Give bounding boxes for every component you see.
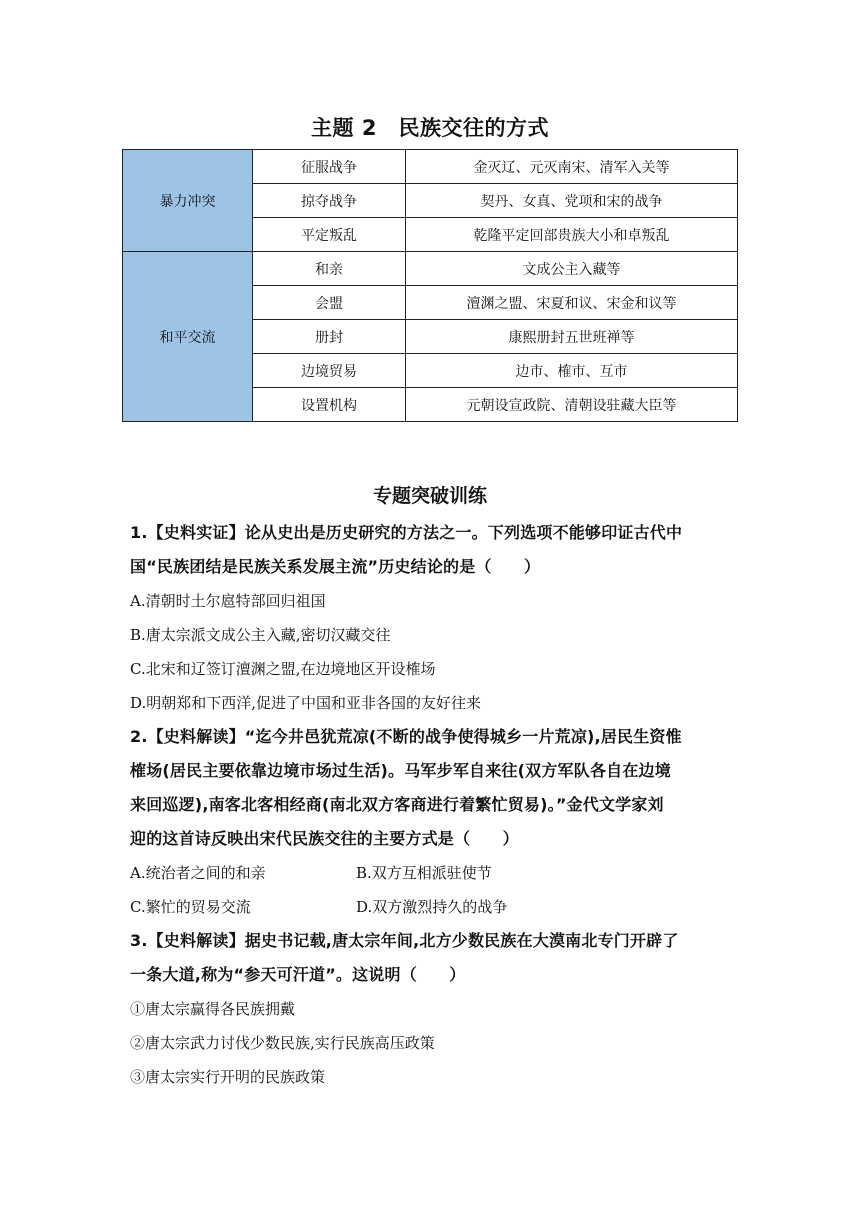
example-cell: 契丹、女真、党项和宋的战争 <box>406 184 738 218</box>
method-cell: 征服战争 <box>253 150 406 184</box>
option-b: B.双方互相派驻使节 <box>356 864 492 882</box>
question-list <box>130 516 735 1094</box>
option-a: A.统治者之间的和亲 <box>130 864 266 882</box>
statement-3: ③唐太宗实行开明的民族政策 <box>130 1068 326 1086</box>
page-title: 主题 2 民族交往的方式 <box>311 116 549 140</box>
method-cell: 边境贸易 <box>253 354 406 388</box>
table-row <box>123 252 738 286</box>
question-stem-line: 榷场(居民主要依靠边境市场过生活)。马军步军自来往(双方军队各自在边境 <box>130 761 671 780</box>
question-3 <box>130 924 735 1094</box>
method-cell: 会盟 <box>253 286 406 320</box>
method-cell: 平定叛乱 <box>253 218 406 252</box>
example-cell: 金灭辽、元灭南宋、清军入关等 <box>406 150 738 184</box>
method-cell: 掠夺战争 <box>253 184 406 218</box>
option-row <box>130 890 735 924</box>
question-stem-line: 来回巡逻),南客北客相经商(南北双方客商进行着繁忙贸易)。”金代文学家刘 <box>130 795 664 814</box>
question-stem-line: 国“民族团结是民族关系发展主流”历史结论的是（ ） <box>130 557 541 576</box>
question-stem-line: 3.【史料解读】据史书记载,唐太宗年间,北方少数民族在大漠南北专门开辟了 <box>130 931 679 950</box>
question-stem-line: 迎的这首诗反映出宋代民族交往的主要方式是（ ） <box>130 829 519 848</box>
summary-table <box>122 149 738 422</box>
category-cell: 和平交流 <box>123 252 253 422</box>
method-cell: 和亲 <box>253 252 406 286</box>
option-row <box>130 856 735 890</box>
question-stem-line: 一条大道,称为“参天可汗道”。这说明（ ） <box>130 965 466 984</box>
example-cell: 边市、榷市、互市 <box>406 354 738 388</box>
method-cell: 设置机构 <box>253 388 406 422</box>
method-cell: 册封 <box>253 320 406 354</box>
statement-1: ①唐太宗赢得各民族拥戴 <box>130 1000 296 1018</box>
section-title: 专题突破训练 <box>372 485 487 507</box>
example-cell: 元朝设宣政院、清朝设驻藏大臣等 <box>406 388 738 422</box>
statement-2: ②唐太宗武力讨伐少数民族,实行民族高压政策 <box>130 1034 435 1052</box>
example-cell: 文成公主入藏等 <box>406 252 738 286</box>
option-c: C.北宋和辽签订澶渊之盟,在边境地区开设榷场 <box>130 660 436 678</box>
example-cell: 康熙册封五世班禅等 <box>406 320 738 354</box>
table-row <box>123 150 738 184</box>
option-d: D.双方激烈持久的战争 <box>356 898 508 916</box>
option-b: B.唐太宗派文成公主入藏,密切汉藏交往 <box>130 626 391 644</box>
question-1 <box>130 516 735 720</box>
example-cell: 澶渊之盟、宋夏和议、宋金和议等 <box>406 286 738 320</box>
option-d: D.明朝郑和下西洋,促进了中国和亚非各国的友好往来 <box>130 694 482 712</box>
example-cell: 乾隆平定回部贵族大小和卓叛乱 <box>406 218 738 252</box>
option-c: C.繁忙的贸易交流 <box>130 898 251 916</box>
question-stem-line: 2.【史料解读】“迄今井邑犹荒凉(不断的战争使得城乡一片荒凉),居民生资惟 <box>130 727 682 746</box>
question-stem-line: 1.【史料实证】论从史出是历史研究的方法之一。下列选项不能够印证古代中 <box>130 523 683 542</box>
category-cell: 暴力冲突 <box>123 150 253 252</box>
question-2 <box>130 720 735 924</box>
option-a: A.清朝时土尔扈特部回归祖国 <box>130 592 326 610</box>
